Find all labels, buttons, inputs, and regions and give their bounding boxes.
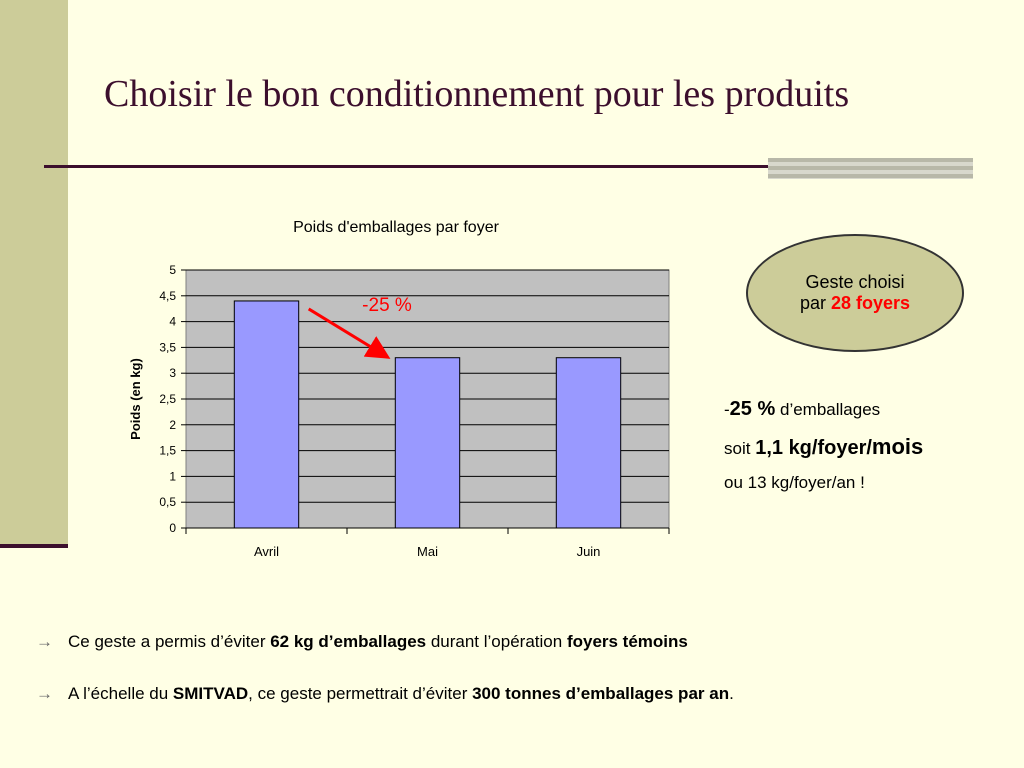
- bullet-2-bold2: 300 tonnes d’emballages par an: [472, 684, 730, 703]
- fact-3: ou 13 kg/foyer/an !: [724, 473, 865, 492]
- callout-line2: [800, 293, 910, 314]
- bullet-1-text1: Ce geste a permis d’éviter: [68, 632, 271, 651]
- bar-chart: [120, 210, 690, 580]
- title-rule: [44, 165, 772, 168]
- facts-block: [724, 398, 923, 506]
- bullet-1-bold1: 62 kg d’emballages: [270, 632, 427, 651]
- fact-1: [724, 398, 923, 421]
- bullet-list: [36, 632, 734, 736]
- callout-line2-prefix: par: [799, 293, 826, 313]
- arrow-right-icon: →: [36, 632, 53, 651]
- title-rule-accent: [768, 158, 973, 179]
- y-tick-label: 0,5: [159, 495, 176, 510]
- bullet-2-text2: , ce geste permettrait d’éviter: [248, 684, 473, 703]
- y-tick-label: 2: [169, 417, 176, 432]
- bullet-2-text1: A l’échelle du: [68, 684, 173, 703]
- bullet-item-1: [36, 632, 734, 652]
- fact-2-prefix: soit: [724, 439, 751, 458]
- y-tick-label: 3,5: [159, 340, 176, 355]
- x-tick-label: Avril: [253, 544, 280, 559]
- y-tick-label: 5: [169, 263, 176, 277]
- callout-line1: Geste choisi: [805, 272, 905, 292]
- y-axis-label: Poids (en kg): [128, 358, 143, 440]
- bullet-1-text2: durant l’opération: [426, 632, 567, 651]
- fact-2-bold2: mois: [871, 434, 924, 459]
- bullet-1-bold2: foyers témoins: [566, 632, 688, 651]
- bullet-2-text3: .: [729, 684, 734, 703]
- arrow-right-icon: →: [36, 684, 53, 703]
- x-tick-label: Mai: [417, 544, 438, 559]
- bar: [395, 358, 459, 528]
- y-tick-label: 0: [169, 521, 176, 535]
- bullet-item-2: [36, 684, 734, 704]
- left-band-line: [0, 544, 68, 548]
- chart-title: Poids d'emballages par foyer: [293, 219, 499, 236]
- annotation-label: -25 %: [362, 294, 412, 316]
- slide-title: Choisir le bon conditionnement pour les produits: [104, 73, 850, 115]
- left-band: [0, 0, 68, 548]
- bullet-2-bold1: SMITVAD: [172, 684, 249, 703]
- bar: [234, 301, 298, 528]
- fact-2-bold1: 1,1 kg/foyer/: [755, 437, 872, 459]
- callout-oval: [746, 234, 964, 352]
- y-tick-label: 4: [169, 314, 176, 329]
- y-tick-label: 1,5: [159, 443, 176, 458]
- callout-highlight: 28 foyers: [830, 293, 911, 313]
- fact-1-dash: -: [724, 400, 730, 419]
- fact-1-rest: d’emballages: [780, 400, 881, 419]
- y-tick-label: 4,5: [159, 288, 176, 303]
- y-tick-label: 3: [169, 366, 176, 381]
- y-tick-label: 2,5: [159, 392, 176, 406]
- fact-2: [724, 434, 923, 460]
- y-tick-label: 1: [169, 469, 176, 484]
- x-tick-label: Juin: [576, 544, 601, 559]
- bar: [556, 358, 620, 528]
- fact-1-bold: 25 %: [729, 398, 776, 420]
